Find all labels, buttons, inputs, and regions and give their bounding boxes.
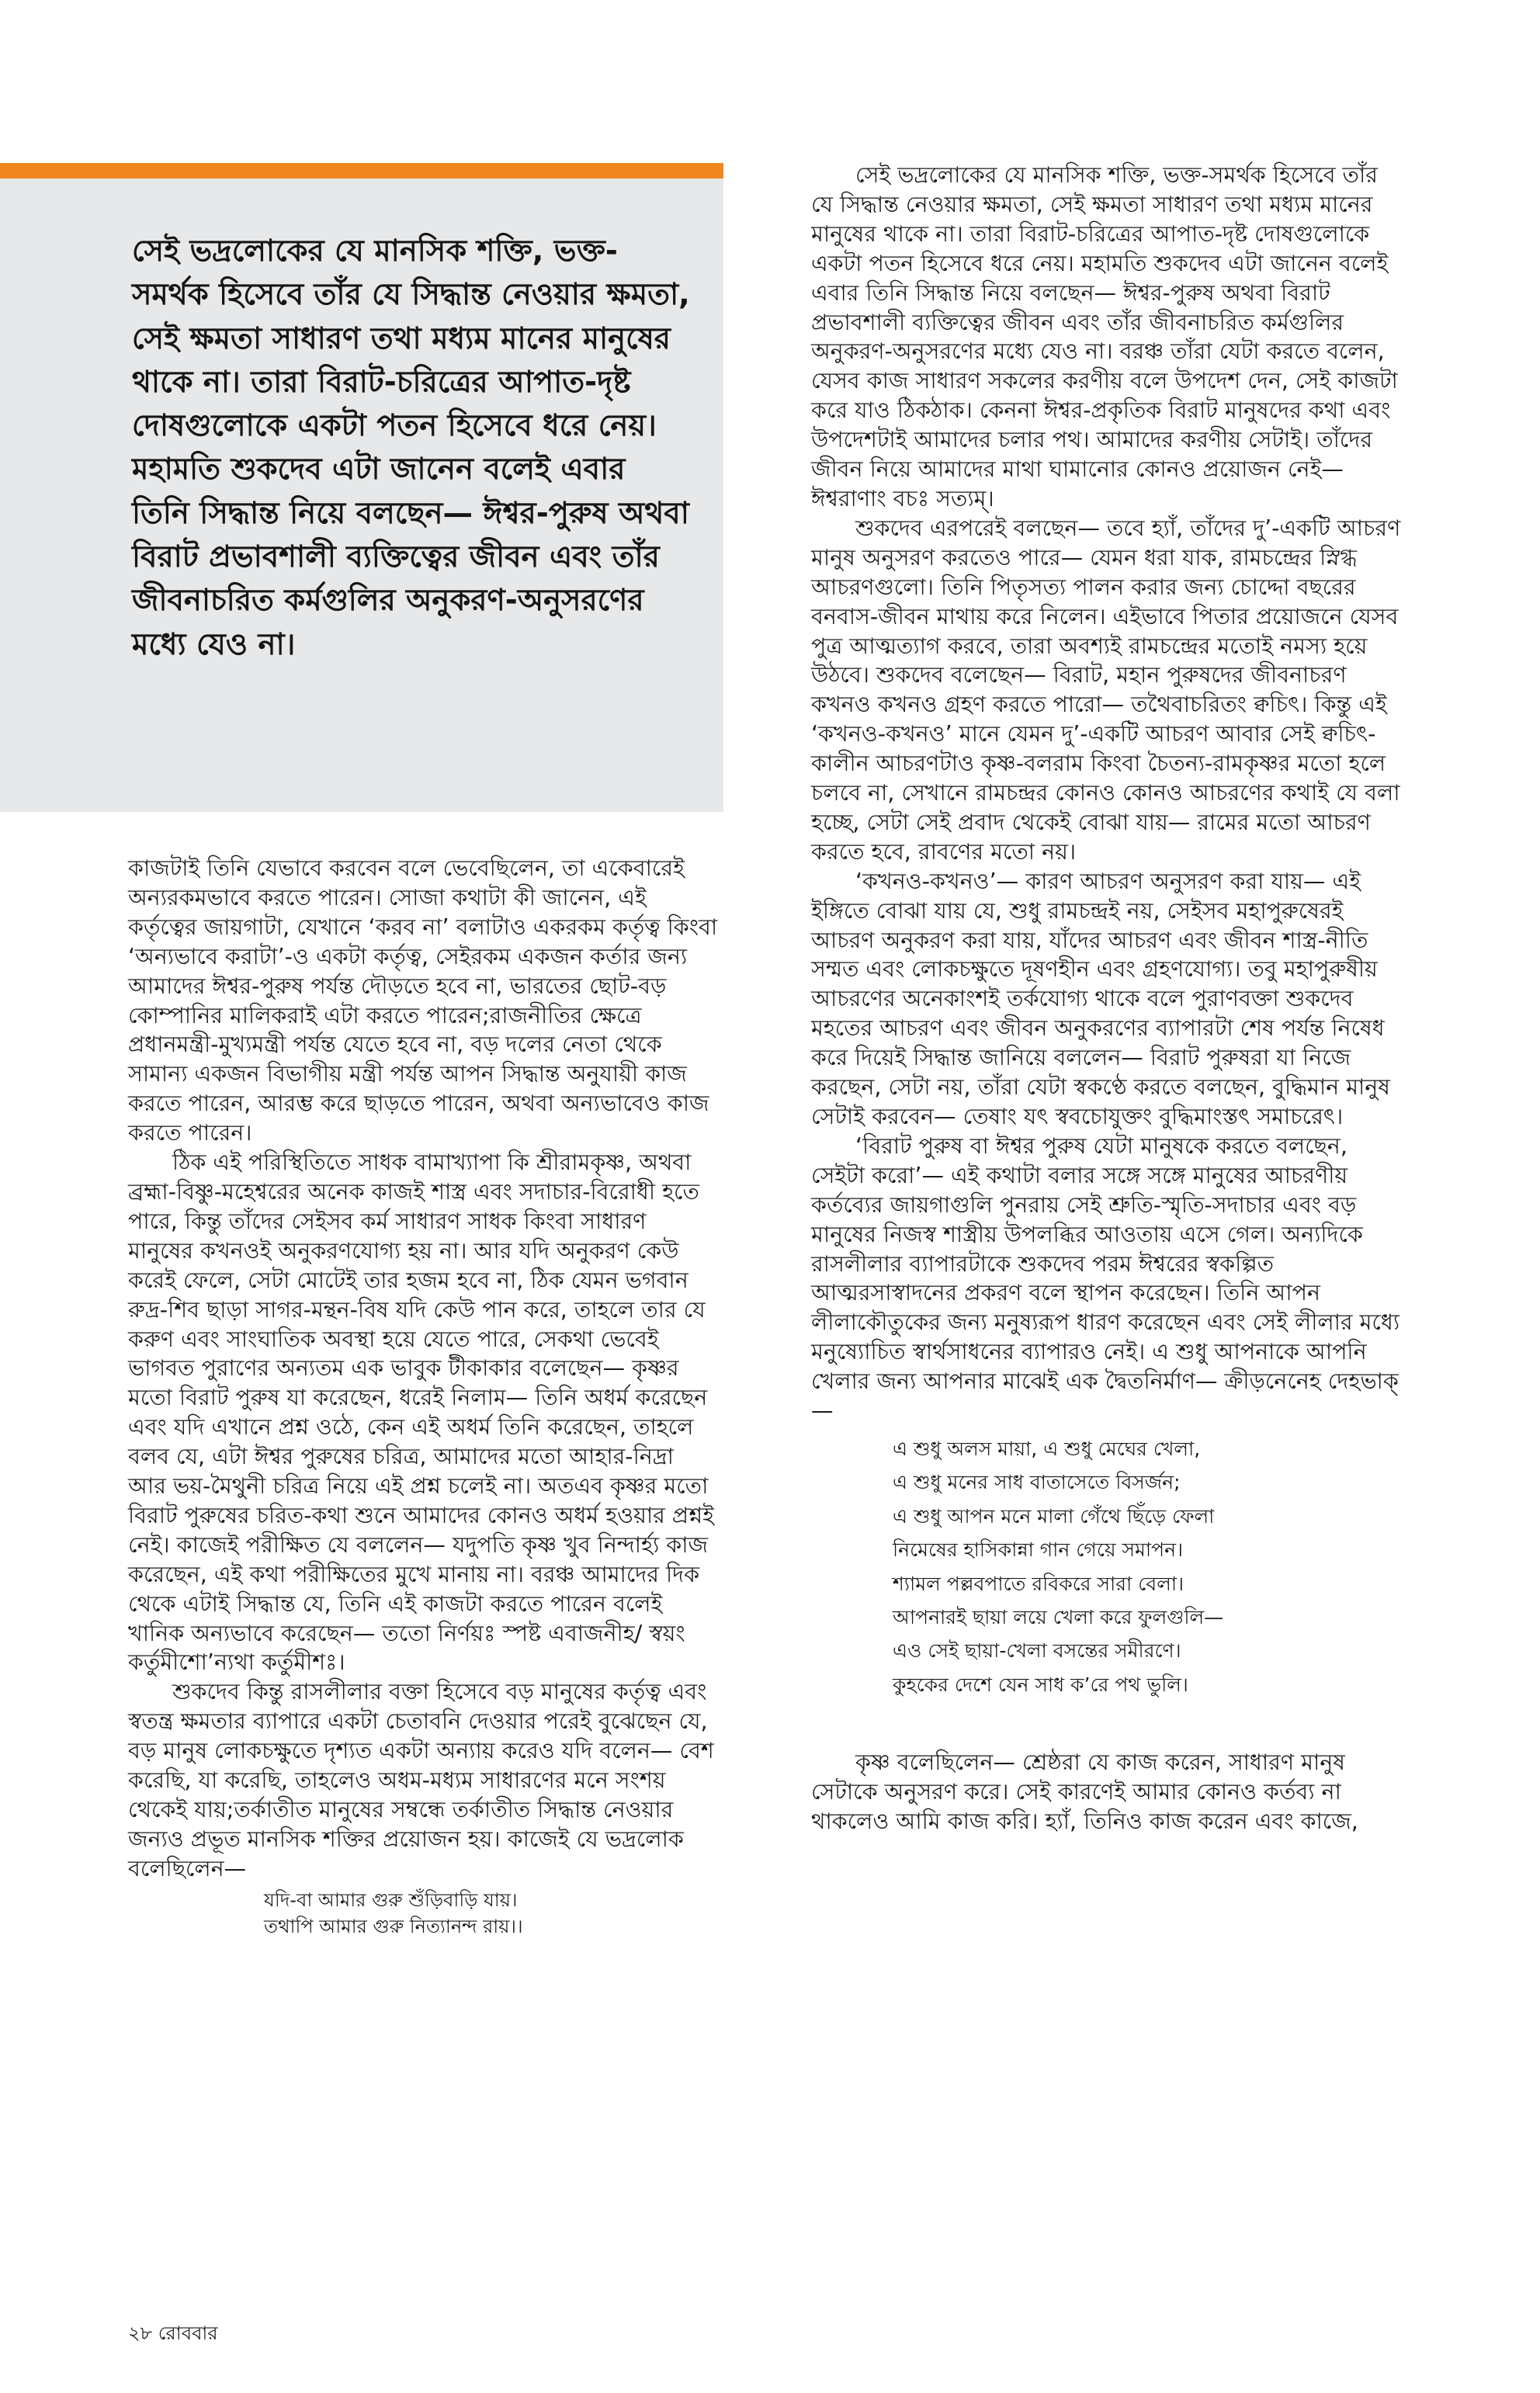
pullquote-text: সেই ভদ্রলোকের যে মানসিক শক্তি, ভক্ত-সমর্থক হিসেবে তাঁর যে সিদ্ধান্ত নেওয়ার ক্ষমতা, সেই ক্ষমতা সাধারণ তথা মধ্যম মানের মানুষের থাকে না। তারা বিরাট-চরিত্রের আপাত-দৃষ্ট দোষগুলোকে একটা পতন হিসেবে ধরে নেয়। মহামতি শুকদেব এটা জানেন বলেই এবার তিনি সিদ্ধান্ত নিয়ে বলছেন— ঈশ্বর-পুরুষ অথবা বিরাট প্রভাবশালী ব্যক্তিত্বের জীবন এবং তাঁর জীবনাচরিত কর্মগুলির অনুকরণ-অনুসরণের মধ্যে যেও না। <box>132 234 690 662</box>
left-paragraph-3: শুকদেব কিন্তু রাসলীলার বক্তা হিসেবে বড় মানুষের কর্তৃত্ব এবং স্বতন্ত্র ক্ষমতার ব্যাপারে একটা চেতাবনি দেওয়ার পরেই বুঝেছেন যে, বড় মানুষ লোকচক্ষুতে দৃশ্যত একটা অন্যায় করেও যদি বলেন— বেশ করেছি, যা করেছি, তাহলেও অধম-মধ্যম সাধারণের মনে সংশয় থেকেই যায়;তর্কাতীত মানুষের সম্বন্ধে তর্কাতীত সিদ্ধান্ত নেওয়ার জন্যও প্রভূত মানসিক শক্তির প্রয়োজন হয়। কাজেই যে ভদ্রলোক বলেছিলেন— <box>128 1679 714 1881</box>
right-paragraph-4: ‘বিরাট পুরুষ বা ঈশ্বর পুরুষ যেটা মানুষকে করতে বলছেন, সেইটা করো’— এই কথাটা বলার সঙ্গে সঙ্গে মানুষের আচরণীয় কর্তব্যের জায়গাগুলি পুনরায় সেই শ্রুতি-স্মৃতি-সদাচার এবং বড় মানুষের নিজস্ব শাস্ত্রীয় উপলব্ধির আওতায় এসে গেল। অন্যদিকে রাসলীলার ব্যাপারটাকে শুকদেব পরম ঈশ্বরের স্বকল্পিত আত্মরসাস্বাদনের প্রকরণ বলে স্থাপন করেছেন। তিনি আপন লীলাকৌতুকের জন্য মনুষ্যরূপ ধারণ করেছেন এবং সেই লীলার মধ্যে মনুষ্যোচিত স্বার্থসাধনের ব্যাপারও নেই। এ শুধু আপনাকে আপনি খেলার জন্য আপনার মাঝেই এক দ্বৈতনির্মাণ— ক্রীড়নেনেহ দেহভাক্— <box>811 1132 1400 1424</box>
left-paragraph-1: কাজটাই তিনি যেভাবে করবেন বলে ভেবেছিলেন, তা একেবারেই অন্যরকমভাবে করতে পারেন। সোজা কথাটা কী জানেন, এই কর্তৃত্বের জায়গাটা, যেখানে ‘করব না’ বলাটাও একরকম কর্তৃত্ব কিংবা ‘অন্যভাবে করাটা’-ও একটা কর্তৃত্ব, সেইরকম একজন কর্তার জন্য আমাদের ঈশ্বর-পুরুষ পর্যন্ত দৌড়তে হবে না, ভারতের ছোট-বড় কোম্পানির মালিকরাই এটা করতে পারেন;রাজনীতির ক্ষেত্রে প্রধানমন্ত্রী-মুখ্যমন্ত্রী পর্যন্ত যেতে হবে না, বড় দলের নেতা থেকে সামান্য একজন বিভাগীয় মন্ত্রী পর্যন্ত আপন সিদ্ধান্ত অনুযায়ী কাজ করতে পারেন, আরম্ভ করে ছাড়তে পারেন, অথবা অন্যভাবেও কাজ করতে পারেন। <box>128 855 718 1146</box>
left-paragraph-2: ঠিক এই পরিস্থিতিতে সাধক বামাখ্যাপা কি শ্রীরামকৃষ্ণ, অথবা ব্রহ্মা-বিষ্ণু-মহেশ্বরের অনেক কাজই শাস্ত্র এবং সদাচার-বিরোধী হতে পারে, কিন্তু তাঁদের সেইসব কর্ম সাধারণ সাধক কিংবা সাধারণ মানুষের কখনওই অনুকরণযোগ্য হয় না। আর যদি অনুকরণ কেউ করেই ফেলে, সেটা মোটেই তার হজম হবে না, ঠিক যেমন ভগবান রুদ্র-শিব ছাড়া সাগর-মন্থন-বিষ যদি কেউ পান করে, তাহলে তার যে করুণ এবং সাংঘাতিক অবস্থা হয়ে যেতে পারে, সেকথা ভেবেই ভাগবত পুরাণের অন্যতম এক ভাবুক টীকাকার বলেছেন— কৃষ্ণর মতো বিরাট পুরুষ যা করেছেন, ধরেই নিলাম— তিনি অধর্ম করেছেন এবং যদি এখানে প্রশ্ন ওঠে, কেন এই অধর্ম তিনি করেছেন, তাহলে বলব যে, এটা ঈশ্বর পুরুষের চরিত্র, আমাদের মতো আহার-নিদ্রা আর ভয়-মৈথুনী চরিত্র নিয়ে এই প্রশ্ন চলেই না। অতএব কৃষ্ণর মতো বিরাট পুরুষের চরিত-কথা শুনে আমাদের কোনও অধর্ম হওয়ার প্রশ্নই নেই। কাজেই পরীক্ষিত যে বললেন— যদুপতি কৃষ্ণ খুব নিন্দার্হ্য কাজ করেছেন, এই কথা পরীক্ষিতের মুখে মানায় না। বরঞ্চ আমাদের দিক থেকে এটাই সিদ্ধান্ত যে, তিনি এই কাজটা করতে পারেন বলেই খানিক অন্যভাবে করেছেন— ততো নির্ণয়ঃ স্পষ্ট এবাজনীহ/ স্বয়ং কর্তুমীশো’ন্যথা কর্তুমীশঃ। <box>128 1150 714 1676</box>
verse-line: যদি-বা আমার গুরু শুঁড়িবাড়ি যায়। <box>264 1888 518 1911</box>
verse-line: আপনারই ছায়া লয়ে খেলা করে ফুলগুলি— <box>893 1606 1224 1628</box>
verse-line: এ শুধু আপন মনে মালা গেঁথে ছিঁড়ে ফেলা <box>893 1504 1215 1528</box>
verse-line: নিমেষের হাসিকান্না গান গেয়ে সমাপন। <box>893 1538 1184 1562</box>
right-paragraph-3: ‘কখনও-কখনও’— কারণ আচরণ অনুসরণ করা যায়— এই ইঙ্গিতে বোঝা যায় যে, শুধু রামচন্দ্রই নয়, সেইসব মহাপুরুষেরই আচরণ অনুকরণ করা যায়, যাঁদের আচরণ এবং জীবন শাস্ত্র-নীতি সম্মত এবং লোকচক্ষুতে দূষণহীন এবং গ্রহণযোগ্য। তবু মহাপুরুষীয় আচরণের অনেকাংশই তর্কযোগ্য থাকে বলে পুরাণবক্তা শুকদেব মহতের আচরণ এবং জীবন অনুকরণের ব্যাপারটা শেষ পর্যন্ত নিষেধ করে দিয়েই সিদ্ধান্ত জানিয়ে বললেন— বিরাট পুরুষরা যা নিজে করছেন, সেটা নয়, তাঁরা যেটা স্বকণ্ঠে করতে বলছেন, বুদ্ধিমান মানুষ সেটাই করবেন— তেষাং যৎ স্ববচোযুক্তং বুদ্ধিমাংস্তৎ সমাচরেৎ। <box>811 868 1391 1129</box>
right-verse <box>811 1432 1401 1701</box>
verse-line: কুহকের দেশে যেন সাধ ক’রে পথ ভুলি। <box>893 1673 1188 1696</box>
verse-line: এও সেই ছায়া-খেলা বসন্তের সমীরণে। <box>893 1639 1181 1663</box>
verse-line: এ শুধু মনের সাধ বাতাসেতে বিসর্জন; <box>893 1471 1181 1494</box>
right-column <box>811 161 1401 1836</box>
page-footer: ২৮ রোববার <box>128 2322 218 2344</box>
pullquote-accent-bar <box>0 163 723 179</box>
right-paragraph-2: শুকদেব এরপরেই বলছেন— তবে হ্যাঁ, তাঁদের দু’-একটি আচরণ মানুষ অনুসরণ করতেও পারে— যেমন ধরা যাক, রামচন্দ্রের স্নিগ্ধ আচরণগুলো। তিনি পিতৃসত্য পালন করার জন্য চোদ্দো বছরের বনবাস-জীবন মাথায় করে নিলেন। এইভাবে পিতার প্রয়োজনে যেসব পুত্র আত্মত্যাগ করবে, তারা অবশ্যই রামচন্দ্রের মতোই নমস্য হয়ে উঠবে। শুকদেব বলেছেন— বিরাট, মহান পুরুষদের জীবনাচরণ কখনও কখনও গ্রহণ করতে পারো— তথৈবাচরিতং ক্বচিৎ। কিন্তু এই ‘কখনও-কখনও’ মানে যেমন দু’-একটি আচরণ আবার সেই ক্বচিৎ-কালীন আচরণটাও কৃষ্ণ-বলরাম কিংবা চৈতন্য-রামকৃষ্ণর মতো হলে চলবে না, সেখানে রামচন্দ্রর কোনও কোনও আচরণের কথাই যে বলা হচ্ছে, সেটা সেই প্রবাদ থেকেই বোঝা যায়— রামের মতো আচরণ করতে হবে, রাবণের মতো নয়। <box>811 515 1401 865</box>
pullquote-box <box>0 163 723 812</box>
verse-line: এ শুধু অলস মায়া, এ শুধু মেঘের খেলা, <box>893 1437 1201 1460</box>
left-verse <box>128 1887 718 1940</box>
right-closing-paragraph: কৃষ্ণ বলেছিলেন— শ্রেষ্ঠরা যে কাজ করেন, সাধারণ মানুষ সেটাকে অনুসরণ করে। সেই কারণেই আমার কোনও কর্তব্য না থাকলেও আমি কাজ করি। হ্যাঁ, তিনিও কাজ করেন এবং কাজে, <box>811 1750 1358 1835</box>
right-paragraph-1: সেই ভদ্রলোকের যে মানসিক শক্তি, ভক্ত-সমর্থক হিসেবে তাঁর যে সিদ্ধান্ত নেওয়ার ক্ষমতা, সেই ক্ষমতা সাধারণ তথা মধ্যম মানের মানুষের থাকে না। তারা বিরাট-চরিত্রের আপাত-দৃষ্ট দোষগুলোকে একটা পতন হিসেবে ধরে নেয়। মহামতি শুকদেব এটা জানেন বলেই এবার তিনি সিদ্ধান্ত নিয়ে বলছেন— ঈশ্বর-পুরুষ অথবা বিরাট প্রভাবশালী ব্যক্তিত্বের জীবন এবং তাঁর জীবনাচরিত কর্মগুলির অনুকরণ-অনুসরণের মধ্যে যেও না। বরঞ্চ তাঁরা যেটা করতে বলেন, যেসব কাজ সাধারণ সকলের করণীয় বলে উপদেশ দেন, সেই কাজটা করে যাও ঠিকঠাক। কেননা ঈশ্বর-প্রকৃতিক বিরাট মানুষদের কথা এবং উপদেশটাই আমাদের চলার পথ। আমাদের করণীয় সেটাই। তাঁদের জীবন নিয়ে আমাদের মাথা ঘামানোর কোনও প্রয়োজন নেই— ঈশ্বরাণাং বচঃ সত্যম্। <box>811 162 1398 512</box>
verse-line: তথাপি আমার গুরু নিত্যানন্দ রায়।। <box>264 1915 523 1937</box>
left-column <box>128 854 718 1943</box>
verse-line: শ্যামল পল্লবপাতে রবিকরে সারা বেলা। <box>893 1572 1184 1595</box>
